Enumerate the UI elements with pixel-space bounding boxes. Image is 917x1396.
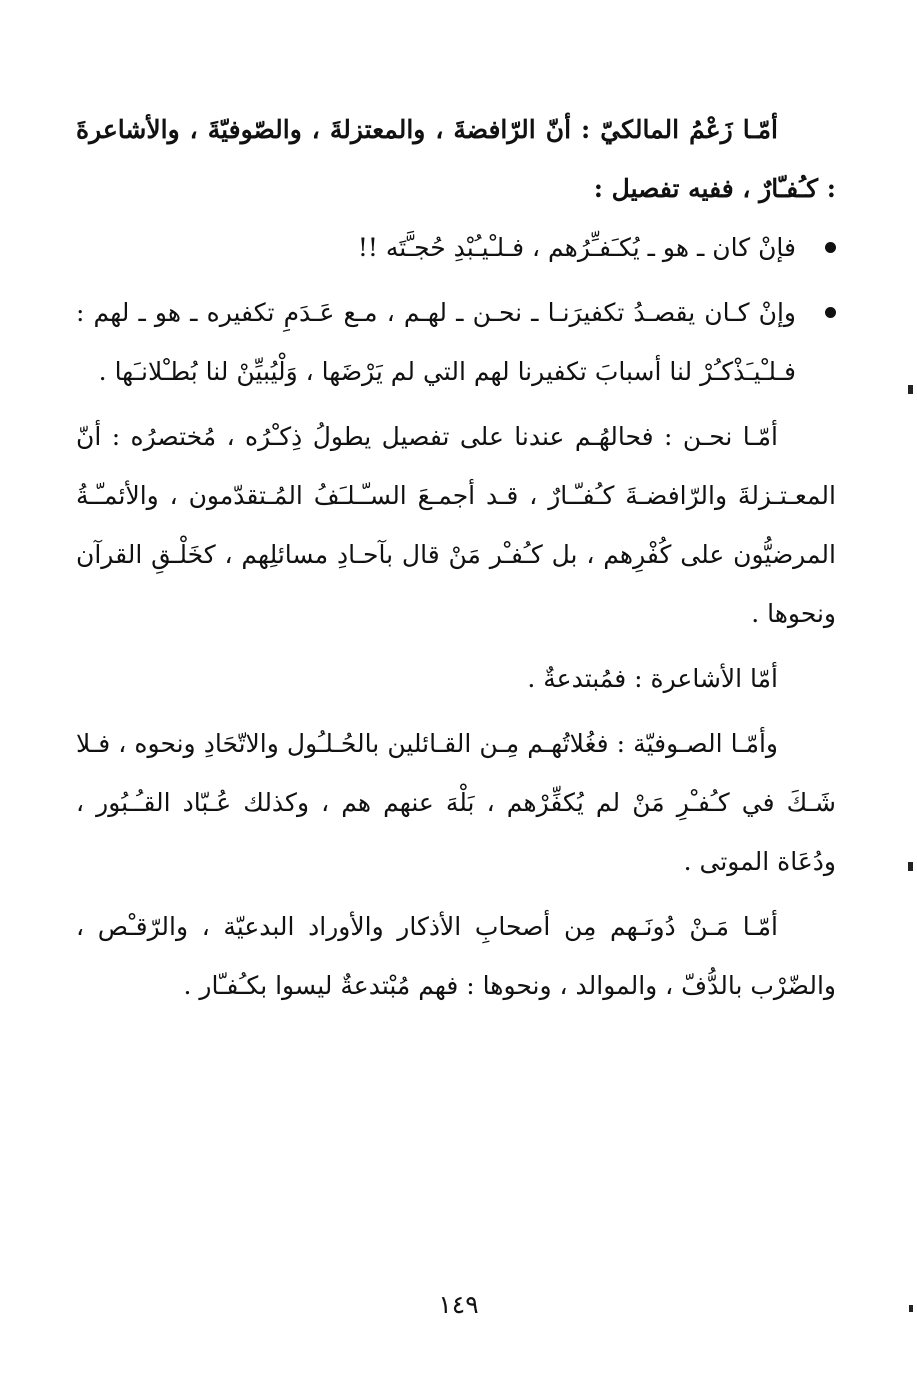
paragraph-ashaira: أمّا الأشاعرة : فمُبتدعةٌ . [527, 664, 778, 693]
page-number: ١٤٩ [438, 1290, 479, 1319]
bullet-dot-icon [825, 242, 836, 253]
body-text [76, 100, 836, 1015]
bullet-item-1-text: فإنْ كان ـ هو ـ يُكـَفـِّرُهم ، فـلـْيـُبْدِ حُجـَّتَه !! [357, 233, 796, 262]
bullet-item-1 [76, 218, 836, 277]
bullet-dot-icon [825, 307, 836, 318]
paragraph-maliki-claim: أمّـا زَعْمُ المالكيّ : أنّ الرّافضةَ ، والمعتزلةَ ، والصّوفيّةَ ، والأشاعرةَ : كـُفـّارٌ ، ففيه تفصيل : [76, 115, 836, 203]
scan-edge-mark [909, 1305, 913, 1312]
paragraph-innovators: أمّـا مَـنْ دُونَـهم مِن أصحابِ الأذكار والأوراد البدعيّة ، والرّقـْص ، والضّرْب بالدُّفّ ، والموالد ، ونحوها : فهم مُبْتدعةٌ ليسوا بكـُفـّار . [76, 912, 836, 1000]
scan-edge-mark [908, 862, 913, 871]
paragraph-sufiyya: وأمّـا الصـوفيّة : فغُلاتُهـم مِـن القـائلين بالحُـلـُول والاتّحَادِ ونحوه ، فـلا شَـكَ في كـُفـْرِ مَنْ لم يُكفِّرْهم ، بَلْهَ عنهم هم ، وكذلك عُـبّاد القـُـبُور ، ودُعَاة الموتى . [76, 729, 836, 876]
bullet-item-2-text: وإنْ كـان يقصـدُ تكفيرَنـا ـ نحـن ـ لهـم ، مـع عَـدَمِ تكفيره ـ هو ـ لهم : فـلـْيـَذْكـُرْ لنا أسبابَ تكفيرنا لهم التي لم يَرْضَها ، وَلْيُبيِّنْ لنا بُطـْلانـَها . [76, 298, 796, 386]
paragraph-our-position: أمّـا نحـن : فحالهُـم عندنا على تفصيل يطولُ ذِكـْرُه ، مُختصرُه : أنّ المعـتـزلةَ والرّافضـةَ كـُفـّـارٌ ، قـد أجمـعَ السـّـلـَفُ المُـتقدّمون ، والأئمـّـةُ المرضيُّون على كُفْرِهم ، بل كـُفـْر مَنْ قال بآحـادِ مسائلِهم ، كخَلْـقِ القرآن ونحوها . [76, 422, 836, 628]
scan-edge-mark [908, 385, 913, 394]
bullet-item-2 [76, 283, 836, 401]
